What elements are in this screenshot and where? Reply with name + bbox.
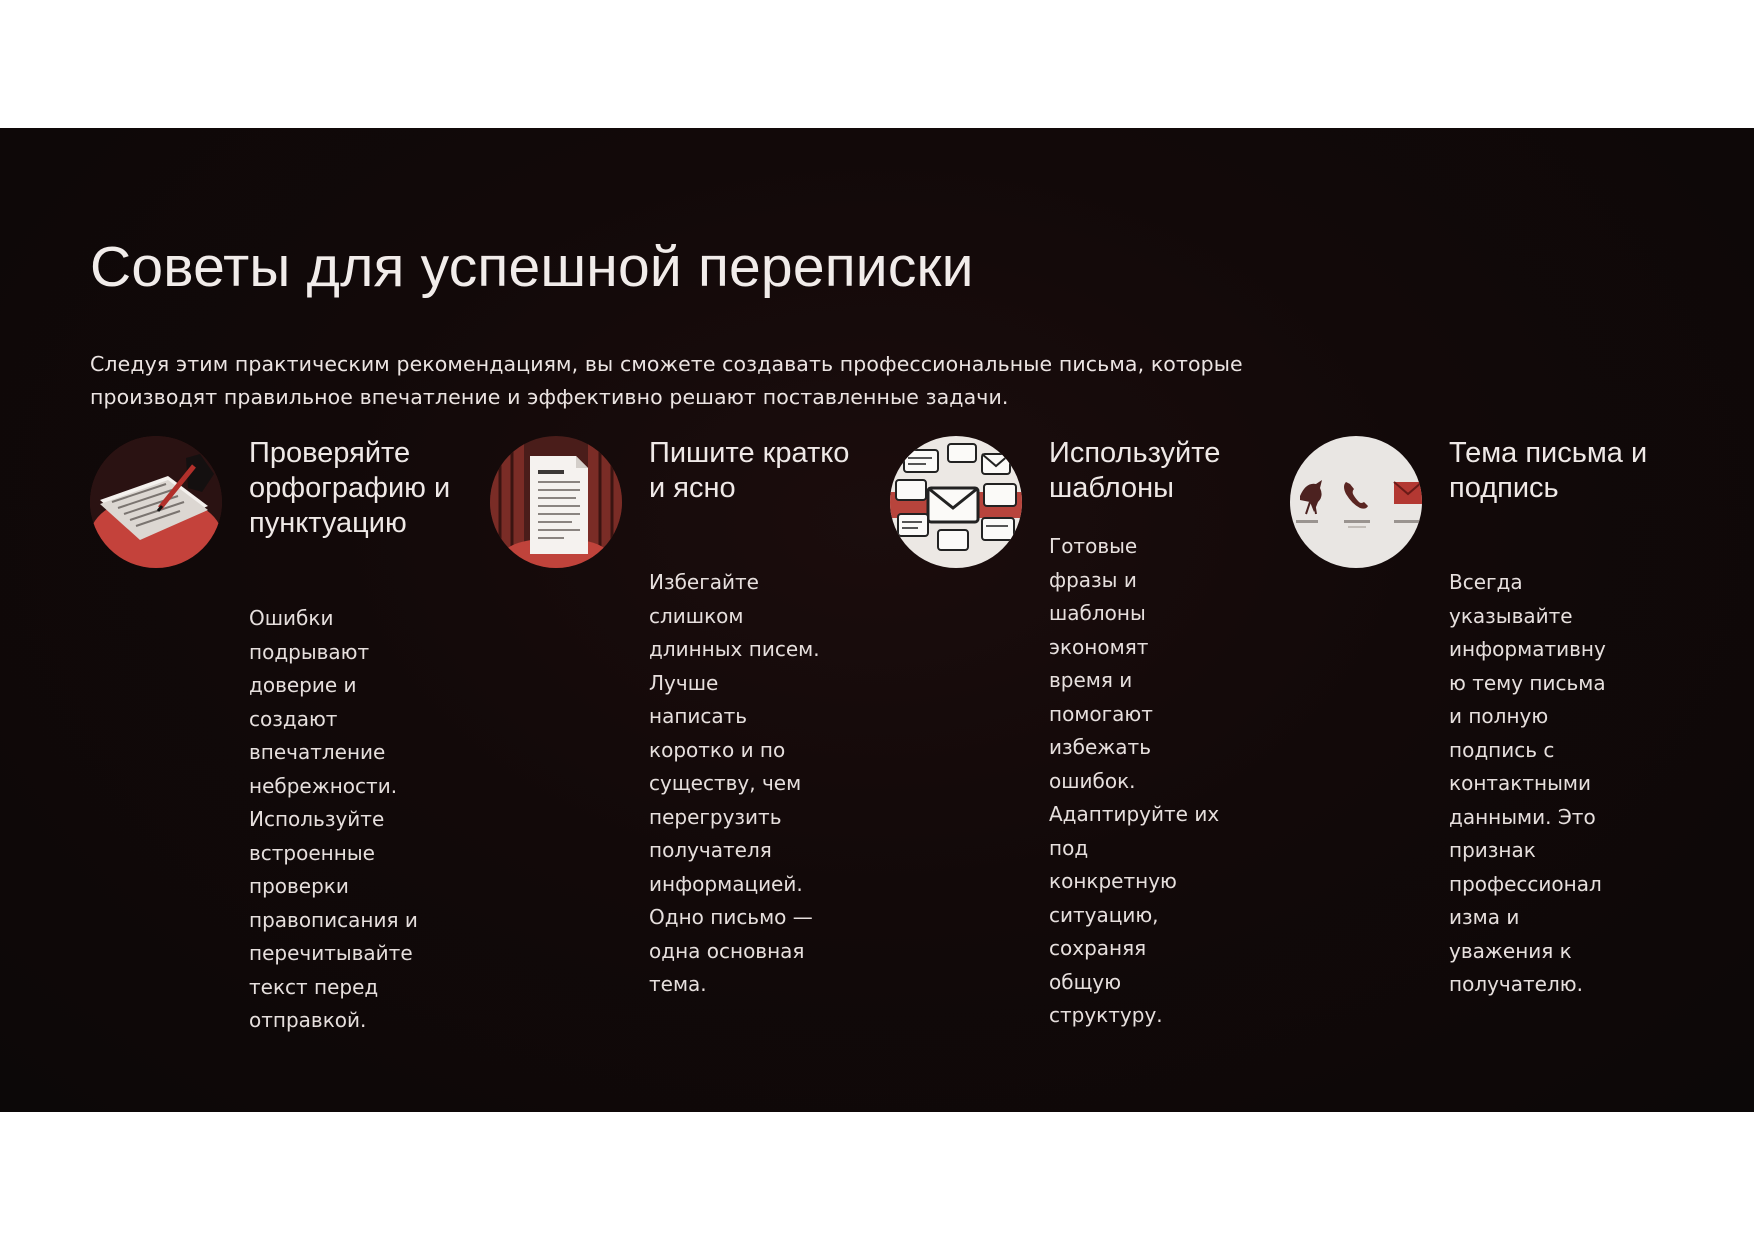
slide-title: Советы для успешной переписки [90, 235, 974, 299]
card-body: Готовые фразы и шаблоны экономят время и помогают избежать ошибок. Адаптируйте их под конкретную ситуацию, сохраняя общую структуру. [1049, 534, 1220, 1027]
slide-subtitle [90, 348, 1650, 414]
card-title: Тема письма и подпись [1449, 437, 1648, 504]
tip-card-subject-signature [1290, 436, 1690, 1076]
card-body: Ошибки подрывают доверие и создают впечатление небрежности. Используйте встроенные проверки правописания и перечитывайте текст перед отправкой. [249, 606, 418, 1032]
card-body: Избегайте слишком длинных писем. Лучше написать коротко и по существу, чем перегрузить получателя информацией. Одно письмо — одна основная тема. [649, 570, 820, 996]
card-title: Используйте шаблоны [1049, 437, 1221, 504]
subtitle-line: Следуя этим практическим рекомендациям, вы сможете создавать профессиональные письма, которые [90, 352, 1243, 376]
paper-letter-icon [490, 436, 622, 568]
card-title: Проверяйте орфографию и пунктуацию [249, 437, 451, 539]
card-title: Пишите кратко и ясно [649, 437, 850, 504]
tip-card-spelling [90, 436, 490, 1076]
slide [0, 128, 1754, 1112]
card-body: Всегда указывайте информативну ю тему письма и полную подпись с контактными данными. Это признак профессионал изма и уважения к получателю. [1449, 570, 1606, 996]
pen-signing-document-icon [90, 436, 222, 568]
message-envelopes-icon [890, 436, 1022, 568]
tip-card-templates [890, 436, 1290, 1076]
subtitle-line: производят правильное впечатление и эффективно решают поставленные задачи. [90, 385, 1009, 409]
tip-card-concise [490, 436, 890, 1076]
contact-signature-icon [1290, 436, 1422, 568]
